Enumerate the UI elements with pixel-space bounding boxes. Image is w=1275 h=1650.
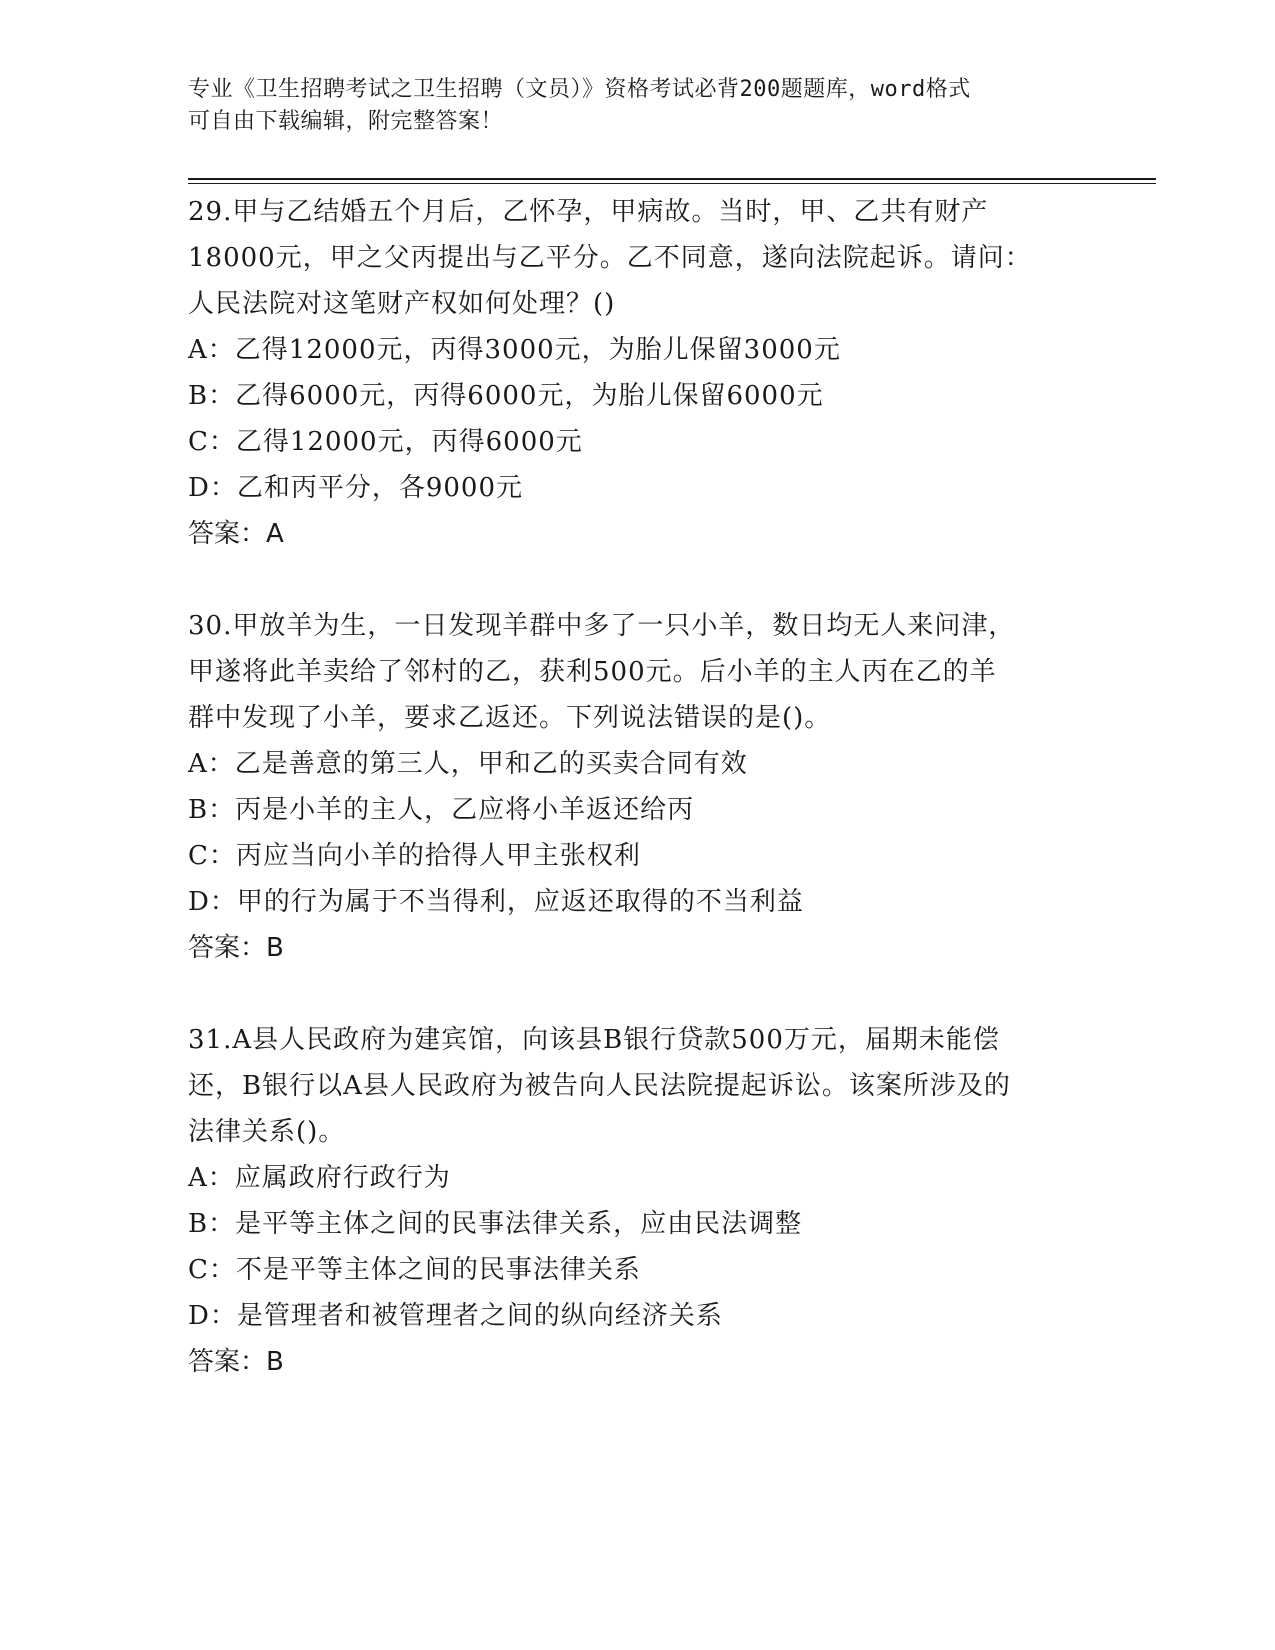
answer-line: 答案：B <box>188 933 284 963</box>
document-header <box>188 74 1088 138</box>
option-d: D：乙和丙平分，各9000元 <box>188 473 524 503</box>
question-list <box>188 189 1088 1385</box>
option-a: A：乙得12000元，丙得3000元，为胎儿保留3000元 <box>188 335 841 365</box>
question-30 <box>188 603 1088 971</box>
header-line-1: 专业《卫生招聘考试之卫生招聘（文员）》资格考试必背200题题库，word格式 <box>188 77 971 102</box>
header-rule-thin <box>188 183 1156 184</box>
answer-line: 答案：B <box>188 1347 284 1377</box>
question-text-line: 甲遂将此羊卖给了邻村的乙，获利500元。后小羊的主人丙在乙的羊 <box>188 657 997 687</box>
question-text-line: 法律关系()。 <box>188 1117 346 1147</box>
option-c: C：乙得12000元，丙得6000元 <box>188 427 583 457</box>
option-a: A：乙是善意的第三人，甲和乙的买卖合同有效 <box>188 749 748 779</box>
question-text-line: 29.甲与乙结婚五个月后，乙怀孕，甲病故。当时，甲、乙共有财产 <box>188 197 989 227</box>
question-31 <box>188 1017 1088 1385</box>
question-text-line: 18000元，甲之父丙提出与乙平分。乙不同意，遂向法院起诉。请问： <box>188 243 1032 273</box>
option-b: B：是平等主体之间的民事法律关系，应由民法调整 <box>188 1209 803 1239</box>
option-b: B：乙得6000元，丙得6000元，为胎儿保留6000元 <box>188 381 824 411</box>
question-text-line: 30.甲放羊为生，一日发现羊群中多了一只小羊，数日均无人来问津， <box>188 611 1016 641</box>
question-text-line: 31.A县人民政府为建宾馆，向该县B银行贷款500万元，届期未能偿 <box>188 1025 1000 1055</box>
option-b: B：丙是小羊的主人，乙应将小羊返还给丙 <box>188 795 695 825</box>
question-29 <box>188 189 1088 557</box>
option-c: C：不是平等主体之间的民事法律关系 <box>188 1255 641 1285</box>
option-d: D：甲的行为属于不当得利，应返还取得的不当利益 <box>188 887 804 917</box>
answer-line: 答案：A <box>188 519 284 549</box>
header-line-2: 可自由下载编辑，附完整答案！ <box>188 109 504 134</box>
option-d: D：是管理者和被管理者之间的纵向经济关系 <box>188 1301 723 1331</box>
option-c: C：丙应当向小羊的拾得人甲主张权利 <box>188 841 641 871</box>
question-text-line: 人民法院对这笔财产权如何处理？() <box>188 289 616 319</box>
question-text-line: 群中发现了小羊，要求乙返还。下列说法错误的是()。 <box>188 703 832 733</box>
question-text-line: 还，B银行以A县人民政府为被告向人民法院提起诉讼。该案所涉及的 <box>188 1071 1011 1101</box>
header-rule-thick <box>188 178 1156 180</box>
option-a: A：应属政府行政行为 <box>188 1163 451 1193</box>
